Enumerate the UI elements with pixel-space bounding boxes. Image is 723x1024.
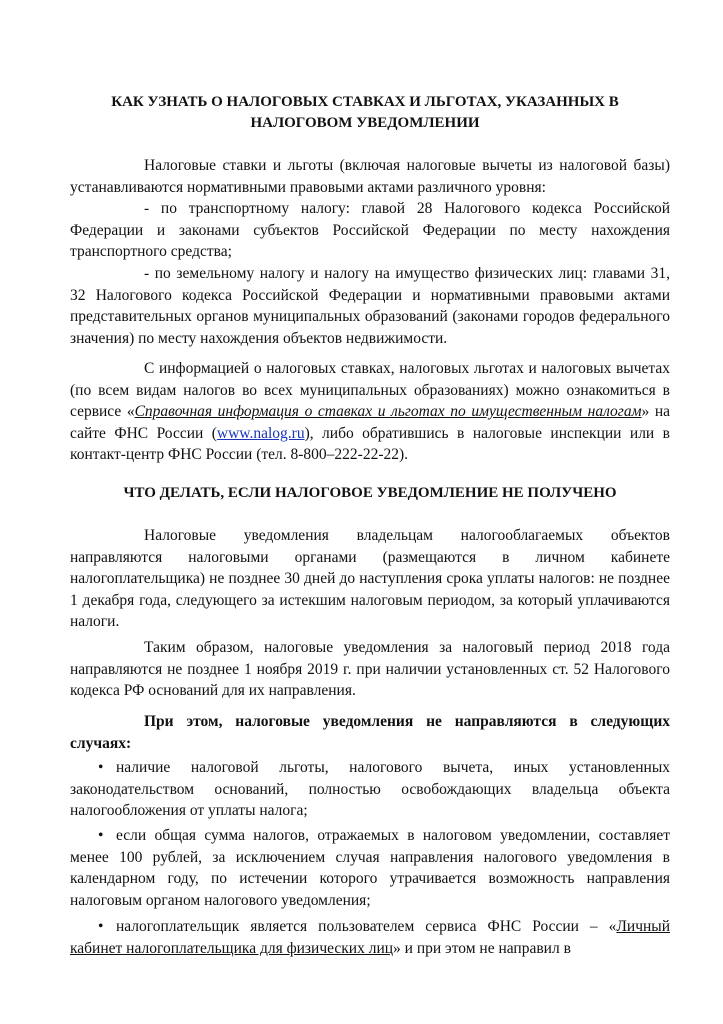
section1-para4-text-b: » на сайте ФНС России ( (70, 403, 670, 442)
personal-account-link[interactable]: Личный кабинет налогоплательщика для физических лиц (70, 918, 670, 957)
section2-title: ЧТО ДЕЛАТЬ, ЕСЛИ НАЛОГОВОЕ УВЕДОМЛЕНИЕ НЕ ПОЛУЧЕНО (123, 485, 617, 501)
bullet3-text-a: налогоплательщик является пользователем сервиса ФНС России – « (116, 918, 617, 935)
section1-para4-text-c: ), либо обратившись в налоговые инспекции или в контакт-центр ФНС России (тел. 8-800–222-22-22). (70, 424, 670, 463)
bullet-marker: • (98, 918, 104, 935)
bullet-item-2 (70, 825, 670, 911)
bullet-marker: • (98, 759, 104, 776)
bullet-text-1: наличие налоговой льготы, налогового вычета, иных установленных законодательством оснований, полностью освобождающих владельца объекта налогообложения от уплаты налога; (70, 759, 670, 819)
section1-para4-text-a: С информацией о налоговых ставках, налоговых льготах и налоговых вычетах (по всем видам налогов во всех муниципальных образованиях) можно ознакомиться в сервисе « (70, 360, 670, 420)
section1-para2: - по транспортному налогу: главой 28 Налогового кодекса Российской Федерации и законами субъектов Российской Федерации по месту нахождения транспортного средства; (70, 200, 670, 260)
bullet-item-1 (70, 757, 670, 822)
bullet-text-3 (70, 916, 670, 959)
section1-title (100, 92, 630, 134)
section1-para4 (70, 358, 670, 466)
section2-para1: Налоговые уведомления владельцам налогооблагаемых объектов направляются налоговыми органами (размещаются в личном кабинете налогоплательщика) не позднее 30 дней до наступления срока уплаты налогов: не позднее 1 декабря года, следующего за истекшим налоговым периодом, за который уплачиваются налоги. (70, 527, 670, 630)
rates-and-benefits-service-link[interactable]: Справочная информация о ставках и льготах по имущественным налогам (134, 403, 642, 420)
section2-para2: Таким образом, налоговые уведомления за налоговый период 2018 года направляются не позднее 1 ноября 2019 г. при наличии установленных ст. 52 Налогового кодекса РФ оснований для их направления. (70, 639, 670, 699)
nalog-ru-link[interactable]: www.nalog.ru (216, 424, 305, 442)
section1-title-line1: КАК УЗНАТЬ О НАЛОГОВЫХ СТАВКАХ И ЛЬГОТАХ, УКАЗАННЫХ В (111, 94, 619, 110)
section1-title-line2: НАЛОГОВОМ УВЕДОМЛЕНИИ (250, 115, 480, 131)
bullet-text-2: если общая сумма налогов, отражаемых в налоговом уведомлении, составляет менее 100 рублей, за исключением случая направления налогового уведомления в календарном году, по истечении которого утрачивается возможность направления налоговым органом налогового уведомления; (70, 827, 670, 909)
section1-para1: Налоговые ставки и льготы (включая налоговые вычеты из налоговой базы) устанавливаются нормативными правовыми актами различного уровня: (70, 157, 670, 196)
bullet-marker: • (98, 827, 104, 844)
section2-para3-bold: При этом, налоговые уведомления не направляются в следующих случаях: (70, 713, 670, 752)
bullet3-text-b: » и при этом не направил в (393, 939, 571, 957)
bullet-item-3 (70, 916, 670, 959)
section1-para3: - по земельному налогу и налогу на имущество физических лиц: главами 31, 32 Налогового кодекса Российской Федерации и нормативными правовыми актами представительных органов муниципальных образований (законами городов федерального значения) по месту нахождения объектов недвижимости. (70, 265, 670, 347)
